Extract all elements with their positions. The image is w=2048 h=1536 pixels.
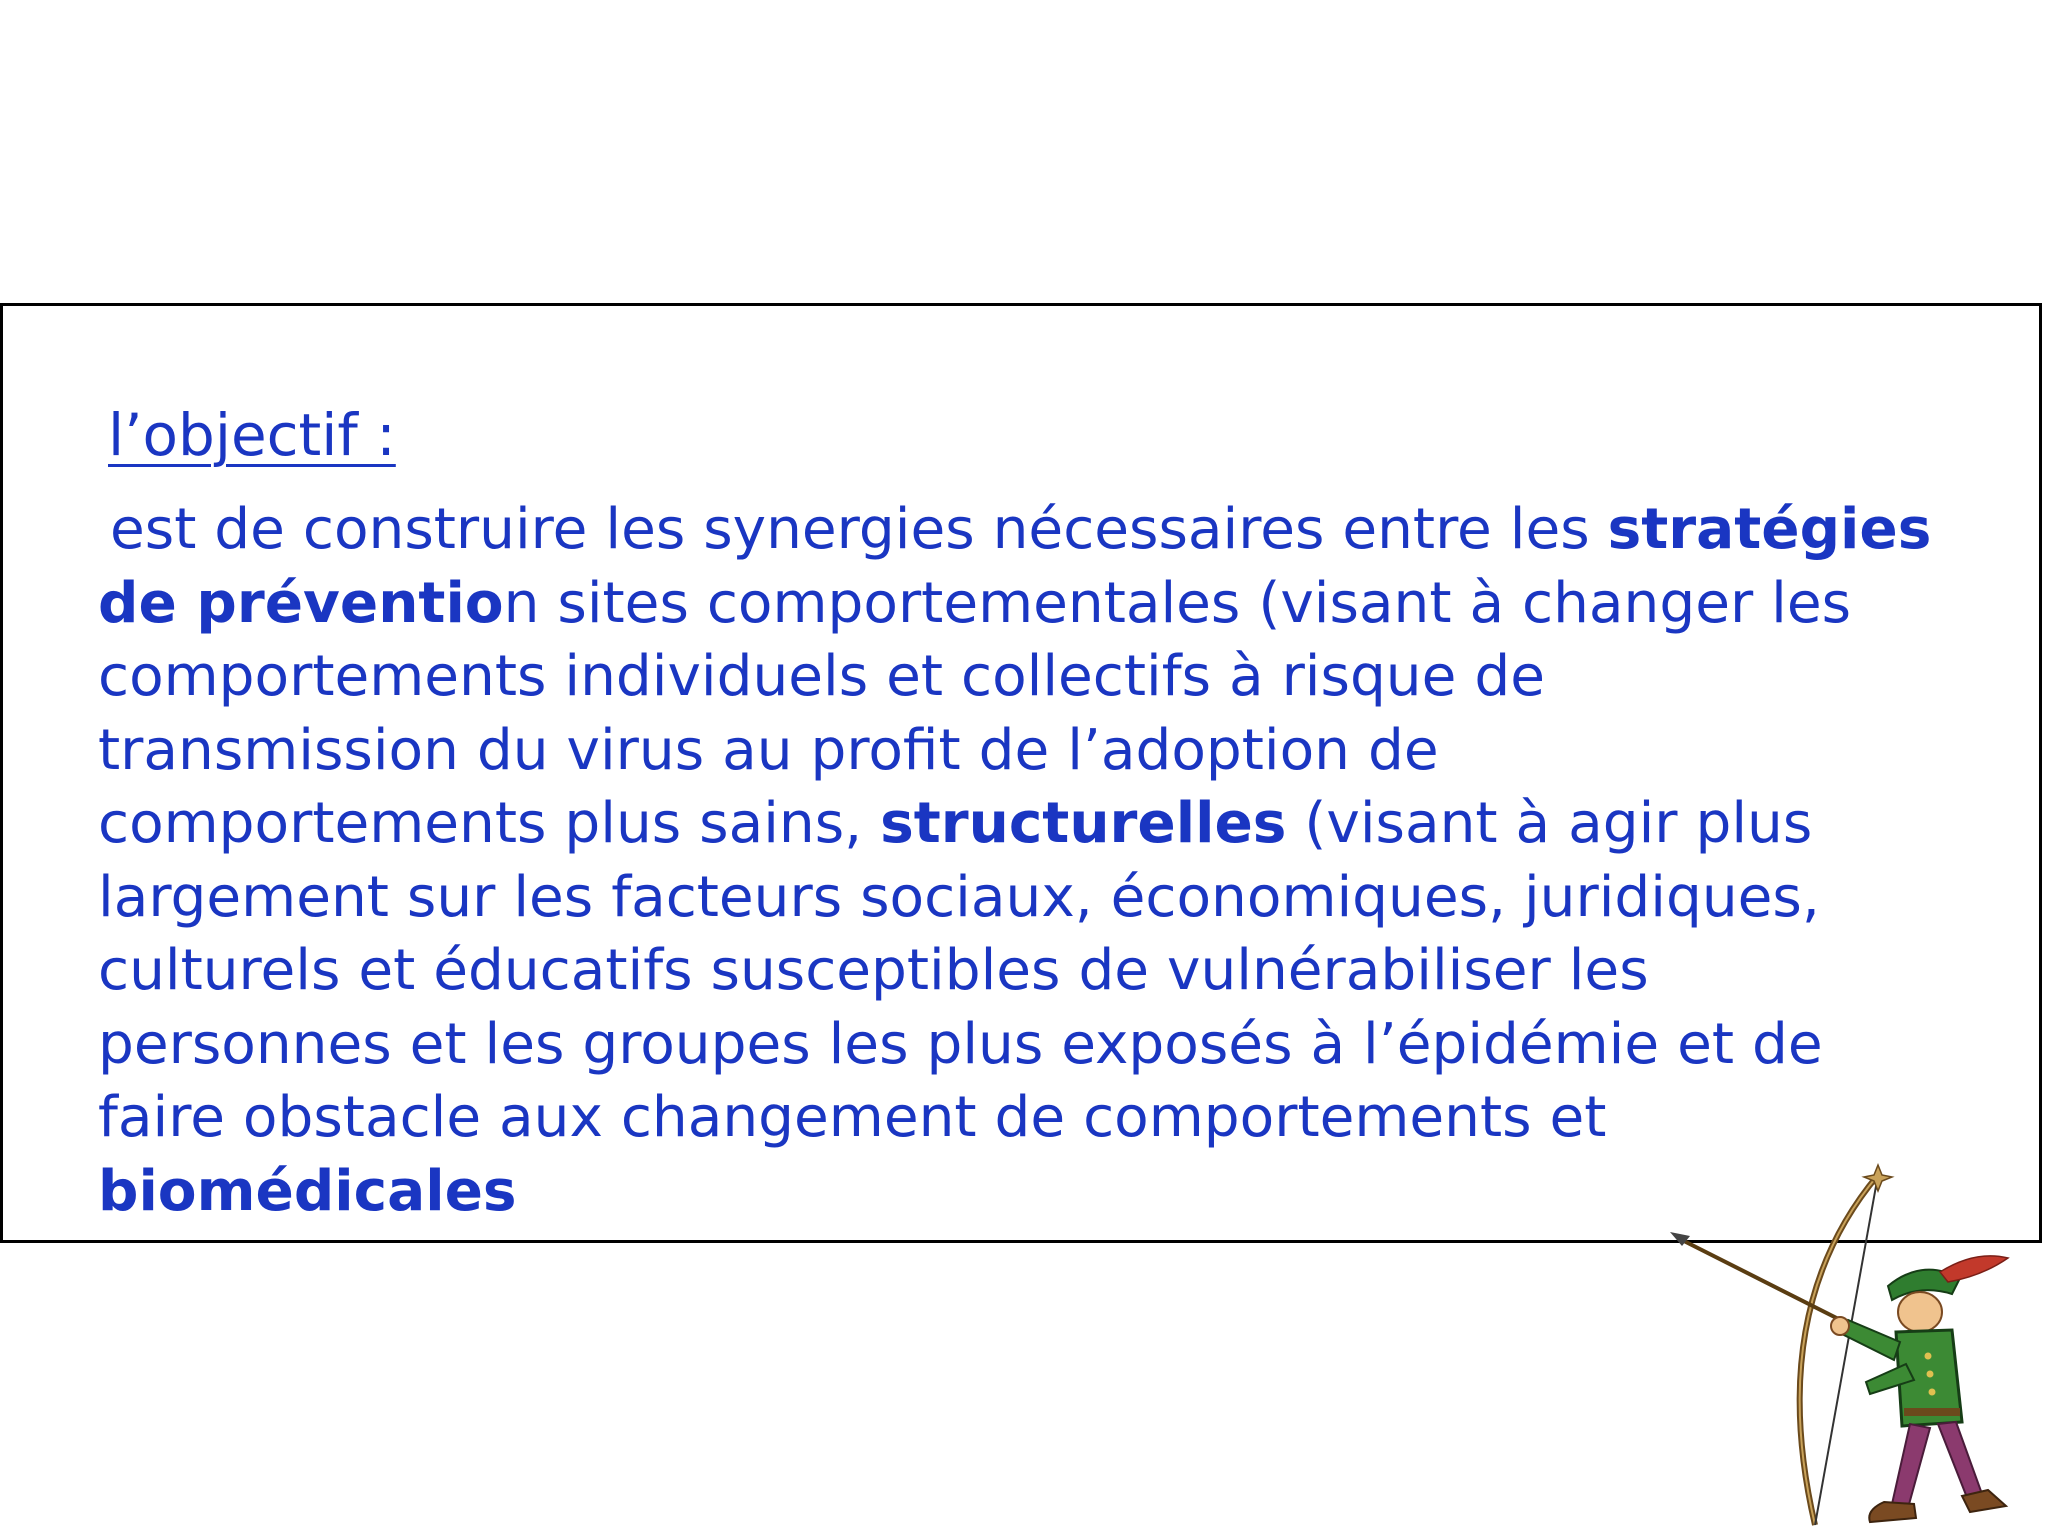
line-text: culturels et éducatifs susceptibles de vulnérabiliser les — [98, 938, 1649, 1003]
text-line-1 — [98, 493, 2033, 567]
line-text: transmission du virus au profit de l’adoption de — [98, 717, 1439, 783]
text-line-5 — [98, 787, 2033, 861]
text-line-9 — [98, 1081, 2033, 1155]
text-line-3 — [98, 640, 2033, 714]
text-line-6 — [98, 861, 2033, 935]
line-text: faire obstacle aux changement de comportements et — [98, 1085, 1607, 1150]
slide-heading: l’objectif : — [108, 401, 396, 469]
archer-icon — [1670, 1160, 2020, 1536]
text-line-8 — [98, 1008, 2033, 1082]
line-text: (visant à agir plus — [1286, 791, 1813, 856]
line-text: largement sur les facteurs sociaux, économiques, juridiques, — [98, 864, 1820, 930]
emphasis-text: stratégies — [1607, 497, 1932, 562]
emphasis-text: structurelles — [880, 791, 1287, 856]
line-text: n sites comportementales (visant à changer les — [503, 570, 1852, 636]
body-paragraph — [98, 493, 2033, 1228]
text-line-2 — [98, 567, 2033, 641]
emphasis-text: de préventio — [98, 570, 504, 636]
line-text: personnes et les groupes les plus exposés à l’épidémie et de — [98, 1011, 1823, 1077]
text-line-4 — [98, 714, 2033, 788]
emphasis-text: biomédicales — [98, 1158, 517, 1224]
line-text: comportements individuels et collectifs à risque de — [98, 644, 1545, 709]
text-line-7 — [98, 934, 2033, 1008]
line-text: est de construire les synergies nécessaires entre les — [110, 497, 1608, 562]
line-text: comportements plus sains, — [98, 791, 881, 856]
